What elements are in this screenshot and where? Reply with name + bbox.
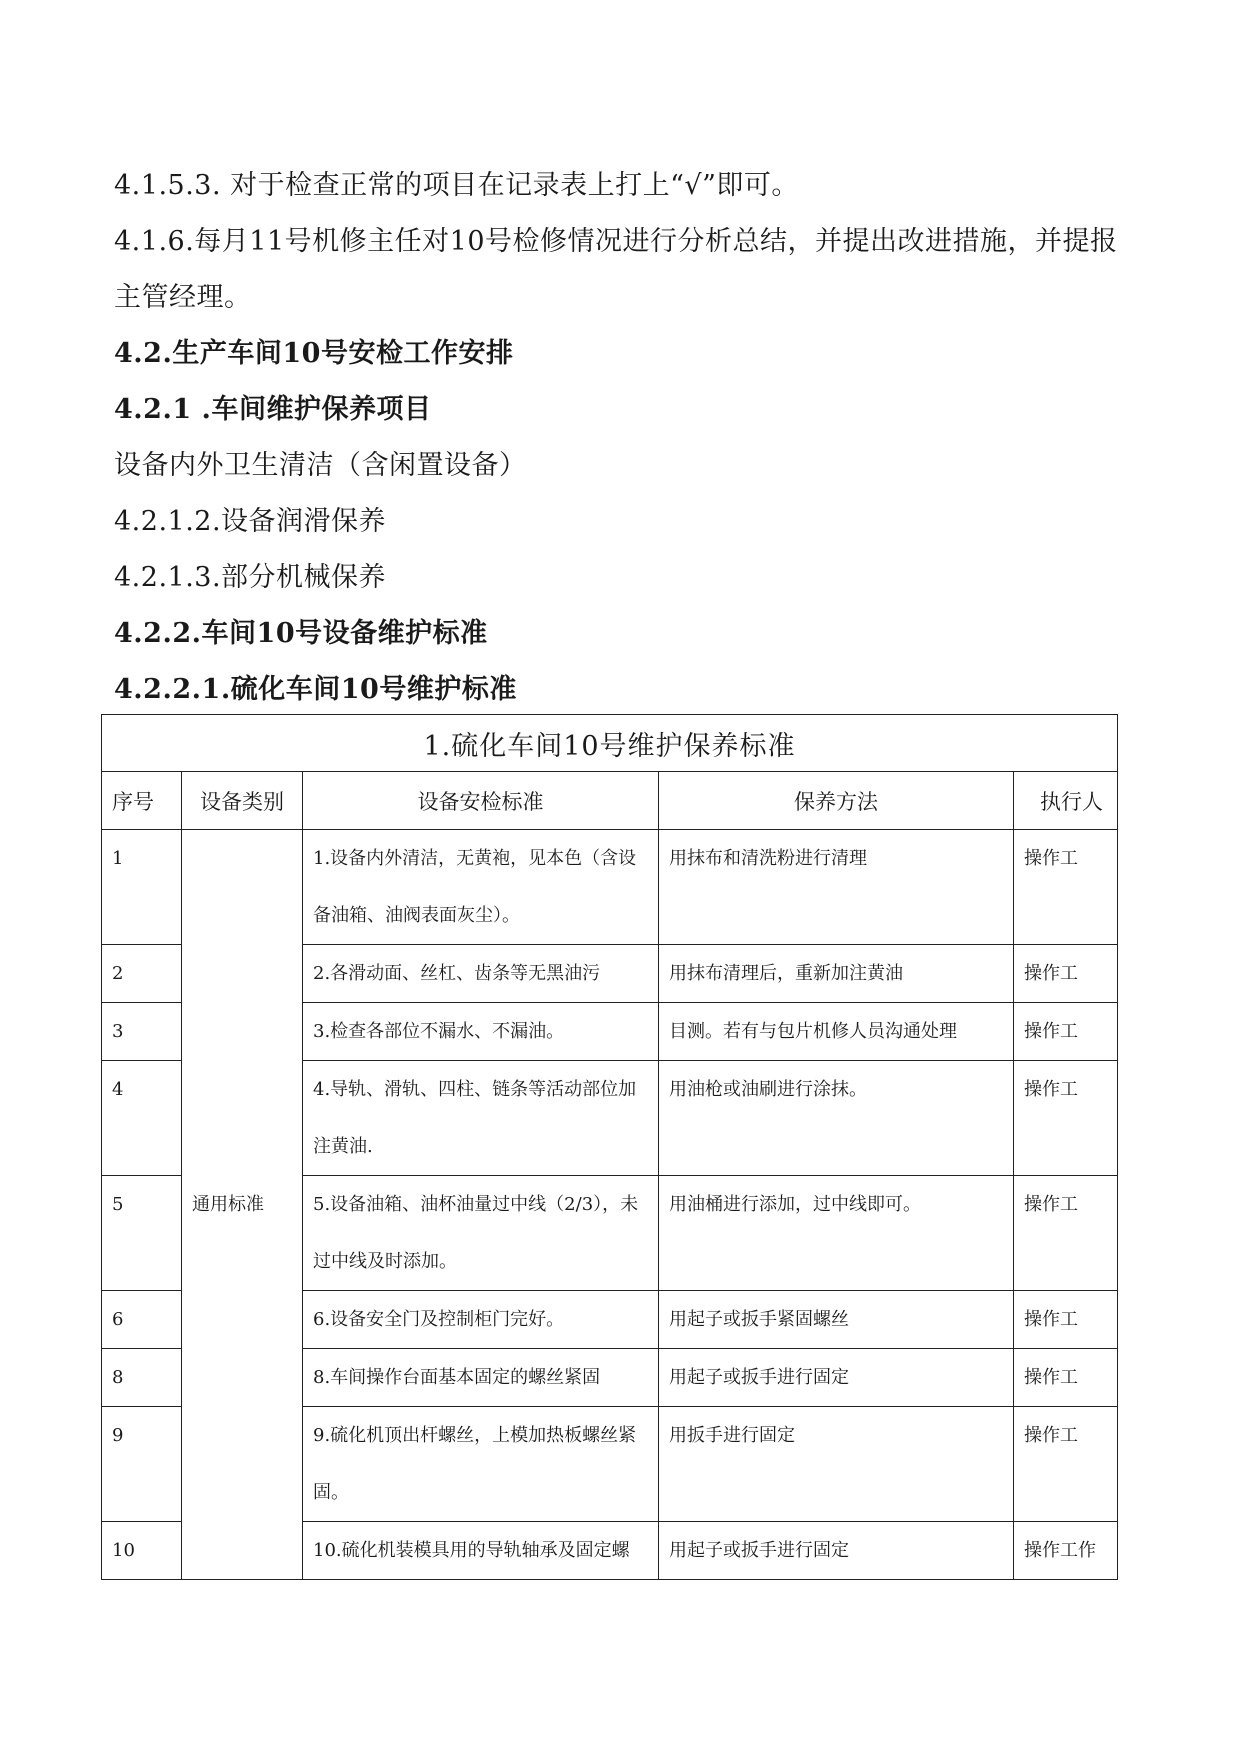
cell-method: 用油枪或油刷进行涂抹。 — [659, 1061, 1014, 1176]
table-header-row — [102, 772, 1118, 830]
cell-seq: 1 — [102, 830, 182, 945]
cell-standard: 8.车间操作台面基本固定的螺丝紧固 — [303, 1349, 659, 1407]
cell-method: 目测。若有与包片机修人员沟通处理 — [659, 1003, 1014, 1061]
header-executor: 执行人 — [1014, 772, 1118, 830]
paragraph-4-2-1-2: 4.2.1.2.设备润滑保养 — [114, 506, 387, 537]
cell-method: 用起子或扳手进行固定 — [659, 1522, 1014, 1580]
cell-standard: 9.硫化机顶出杆螺丝，上模加热板螺丝紧固。 — [303, 1407, 659, 1522]
heading-4-2-2-1: 4.2.2.1.硫化车间10号维护标准 — [114, 674, 517, 705]
header-category: 设备类别 — [182, 772, 303, 830]
cell-executor: 操作工 — [1014, 1407, 1118, 1522]
cell-standard: 6.设备安全门及控制柜门完好。 — [303, 1291, 659, 1349]
cell-standard: 1.设备内外清洁，无黄袍，见本色（含设备油箱、油阀表面灰尘）。 — [303, 830, 659, 945]
header-standard: 设备安检标准 — [303, 772, 659, 830]
cell-seq: 4 — [102, 1061, 182, 1176]
paragraph-4-1-6: 4.1.6.每月11号机修主任对10号检修情况进行分析总结，并提出改进措施，并提报主管经理。 — [114, 226, 1118, 313]
cell-standard: 4.导轨、滑轨、四柱、链条等活动部位加注黄油. — [303, 1061, 659, 1176]
cell-seq: 9 — [102, 1407, 182, 1522]
cell-seq: 6 — [102, 1291, 182, 1349]
cell-method: 用起子或扳手进行固定 — [659, 1349, 1014, 1407]
paragraph-hygiene: 设备内外卫生清洁（含闲置设备） — [114, 450, 527, 481]
cell-method: 用扳手进行固定 — [659, 1407, 1014, 1522]
table-row — [102, 830, 1118, 945]
cell-standard: 3.检查各部位不漏水、不漏油。 — [303, 1003, 659, 1061]
cell-method: 用起子或扳手紧固螺丝 — [659, 1291, 1014, 1349]
cell-executor: 操作工 — [1014, 945, 1118, 1003]
cell-category: 通用标准 — [182, 830, 303, 1580]
table-caption: 1.硫化车间10号维护保养标准 — [102, 715, 1118, 772]
paragraph-4-1-5-3: 4.1.5.3. 对于检查正常的项目在记录表上打上“√”即可。 — [114, 170, 799, 201]
cell-standard: 5.设备油箱、油杯油量过中线（2/3），未过中线及时添加。 — [303, 1176, 659, 1291]
cell-executor: 操作工 — [1014, 1349, 1118, 1407]
cell-seq: 8 — [102, 1349, 182, 1407]
heading-4-2-1: 4.2.1 .车间维护保养项目 — [114, 394, 432, 425]
cell-standard: 2.各滑动面、丝杠、齿条等无黑油污 — [303, 945, 659, 1003]
header-method: 保养方法 — [659, 772, 1014, 830]
cell-seq: 10 — [102, 1522, 182, 1580]
cell-seq: 2 — [102, 945, 182, 1003]
cell-executor: 操作工 — [1014, 1003, 1118, 1061]
cell-executor: 操作工 — [1014, 830, 1118, 945]
cell-seq: 5 — [102, 1176, 182, 1291]
header-seq: 序号 — [102, 772, 182, 830]
cell-seq: 3 — [102, 1003, 182, 1061]
heading-4-2-2: 4.2.2.车间10号设备维护标准 — [114, 618, 488, 649]
cell-method: 用抹布清理后，重新加注黄油 — [659, 945, 1014, 1003]
cell-method: 用抹布和清洗粉进行清理 — [659, 830, 1014, 945]
cell-executor: 操作工 — [1014, 1061, 1118, 1176]
cell-method: 用油桶进行添加，过中线即可。 — [659, 1176, 1014, 1291]
cell-executor: 操作工作 — [1014, 1522, 1118, 1580]
paragraph-4-2-1-3: 4.2.1.3.部分机械保养 — [114, 562, 387, 593]
cell-executor: 操作工 — [1014, 1176, 1118, 1291]
cell-executor: 操作工 — [1014, 1291, 1118, 1349]
cell-standard: 10.硫化机装模具用的导轨轴承及固定螺 — [303, 1522, 659, 1580]
maintenance-standard-table — [101, 714, 1118, 1580]
heading-4-2: 4.2.生产车间10号安检工作安排 — [114, 338, 514, 369]
